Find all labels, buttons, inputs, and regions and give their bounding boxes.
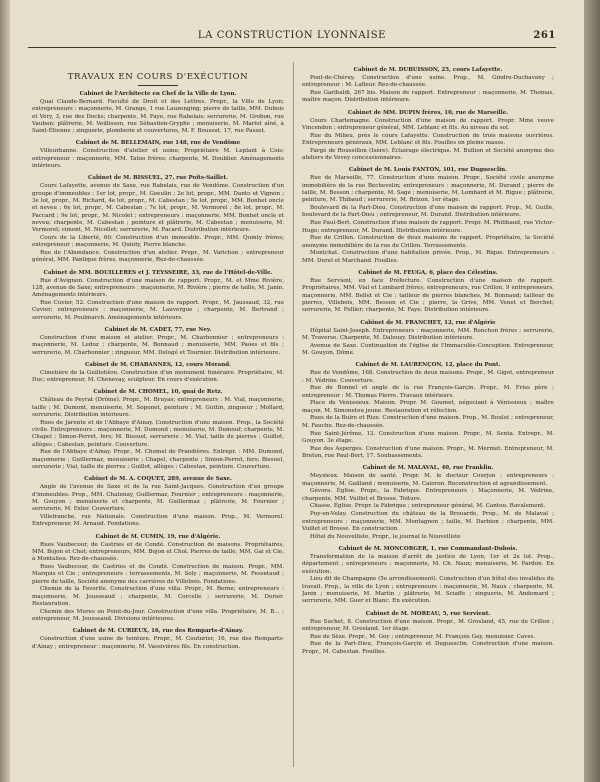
cabinet-entry (302, 464, 554, 541)
project-paragraph: Rue du Milieu, près le cours Lafayette. Construction de trois maisons ouvrières. Entrepreneurs généraux, MM. Leblanc et fils. Fouilles en pleine masse. (302, 132, 554, 147)
project-paragraph: Rue de Bonnel et angle de la rue François-Garçin. Propr., M. Friss père ; entrepreneur : M. Thomas Pierre. Travaux intérieurs. (302, 385, 554, 399)
header-rule (28, 47, 556, 48)
project-paragraph: Rue Servient, en face Préfecture. Construction d'une maison de rapport. Propriétaires, MM. Vial et Lombard frères, entrepreneurs, rue Crillon. 9 entrepreneurs, maçonnerie, MM. Bellet et Cie ; tailleur de pierres blanches, M. Bonnaud; tailleur de pierres, Villebois, MM. Besson et Cie ; pierre, la Grive, MM. Venet et Berchet; serrurerie, M. Follier; charpente, M. Faye. Distribution intérieure. (302, 278, 554, 314)
project-paragraph: Rue Garibaldi, 267 bis. Maison de rapport. Entrepreneur : maçonnerie, M. Thomas, maître maçon. Distribution intérieure. (302, 90, 554, 104)
cabinet-entry (32, 627, 284, 651)
cabinet-entry (302, 166, 554, 265)
project-paragraph: Villeurbanne. Construction d'atelier et usine; Propriétaire M. Leplant à Cois; entrepreneur : maçonnerie, MM. Tatoo frères; charpente, M. Doublier. Aménagements intérieurs. (32, 148, 284, 170)
cabinet-heading: Cabinet de M. CADET, 77, rue Ney. (104, 326, 212, 333)
project-paragraph: Rue de Sèze. Propr., M. Goy ; entrepreneur, M. François Gay, menuisier. Caves. (310, 633, 536, 640)
cabinet-entry (32, 388, 284, 471)
cabinet-heading: Cabinet de M. CUMIN, 19, rue d'Algérie. (95, 533, 221, 540)
cabinet-heading: Cabinet de MM. BOUILLERES et J. TEYSSEIRE, 33, rue de l'Hôtel-de-Ville. (43, 269, 273, 276)
project-paragraph: Chemin des Mures ou Point-du-Jour. Construction d'une villa. Propriétaire, M. B... ; entrepreneur, M. Jousseaud. Divisions intérieures. (32, 608, 284, 623)
cabinet-entry (302, 109, 554, 163)
project-paragraph: Rue de Marseille, 77. Construction d'une maison. Propr., Société civile anonyme immobilière de la rue Bechevelin; entrepreneurs : maçonnerie, M. Durand ; pierre de taille, M. Besson ; charpente, M. Sage ; menuiserie, M. Lombard et M. Rigue ; plâtrerie, peinture, M. Thibaud ; serrurerie, M. Brizon. 1er étage. (302, 175, 554, 204)
cabinet-entry (302, 545, 554, 606)
cabinet-heading: Cabinet de M. BISSUEL, 27, rue Poits-Saillet. (88, 175, 228, 182)
cabinet-heading: Cabinet de M. MONCORGER, 1, rue Commandant-Dubois. (338, 545, 518, 552)
project-paragraph: Rues Vaubecour, de Castries et de Condé. Construction de maisons. Propriétaires, MM. Bojon et Chol; entrepreneurs, MM. Bojon et Chol. Pierres de taille, MM. Gai et Cie, à Montalieu. Rez-de-chaussée. (32, 541, 284, 563)
cabinet-entry (32, 326, 284, 357)
project-paragraph: Cours Charlemagne. Construction d'une maison de rapport. Propr. Mme veuve Vincendon ; entrepreneur général, MM. Leblanc et fils. Au niveau du sol. (302, 117, 554, 131)
project-paragraph: Hôpital Saint-Joseph. Entrepreneurs : maçonnerie, MM. Ronchon frères ; serrurerie, M. Traverse. Charpente, M. Dalouzy. Distribution intérieure. (302, 327, 554, 341)
project-paragraph: Rue Suchet, 8. Construction d'une maison. Propr., M. Grosland, 45, rue de Crillon ; entrepreneur, M. Grosland. 1er étage. (302, 618, 554, 632)
project-paragraph: Hôtel du Nouvelliste, Propr., le journal le Nouvelliste (310, 533, 461, 540)
project-paragraph: Rue Saint-Jérôme, 12. Construction d'une maison. Propr., M. Senta. Entrepr., M. Gouyon. 3e étage. (302, 430, 554, 444)
cabinet-heading: Cabinet de MM. DUPIN frères, 10, rue de Marseille. (347, 109, 509, 116)
project-paragraph: Fargé de Roussillon (Isère). Éclairage électrique. M. Bullion et Société anonyme des ateliers de Vevey concessionnaires. (302, 147, 554, 162)
project-paragraph: Puy-en-Velay. Construction du château de la Brouarde, Prop., M. de Malaval ; entrepreneurs : maçonnerie, MM. Montagnon ; taille, M. Darbion ; charpente, MM. Vuillet et Brosse. En construction. (302, 511, 554, 532)
journal-title: LA CONSTRUCTION LYONNAISE (197, 30, 387, 41)
project-paragraph: Rue de l'Abondance. Construction d'un atelier. Propr., M. Varichon ; entrepreneur général, MM. Panlique frères, maçonnerie, Rez-de-chaussée. (32, 250, 284, 264)
project-paragraph: Construction d'une usine de teinture. Propr., M. Couturier, 16, rue des Remparts-d'Ainay ; entrepreneur : maçonnerie, M. Vassivières fils. En construction. (32, 636, 284, 650)
project-paragraph: Montchat. Construction d'une habitation privée. Prop., M. Rique. Entrepreneurs : MM. Durel et Marchand. Fouilles. (302, 250, 554, 264)
project-paragraph: Rue de Crillon. Construction de deux maisons de rapport. Propriétaire, la Société anonyme immobilière de la rue de Crillon. Terrassements. (302, 235, 554, 249)
project-paragraph: Chasse. Église. Propr. la Fabrique ; entrepreneur général, M. Cantou. Ravalement. (310, 503, 546, 510)
right-column (302, 62, 554, 767)
cabinet-heading: Cabinet de M. LAURENÇON, 12, place du Pont. (355, 362, 501, 369)
cabinet-entry (302, 319, 554, 358)
cabinet-heading: Cabinet de M. MALAVAL, 40, rue Franklin. (362, 465, 494, 472)
project-paragraph: Boulevard de la Part-Dieu. Construction d'une maison de rapport. Prop., M. Guille, boulevard de la Part-Dieu ; entrepreneur, M. Durand. Distribution intérieure. (302, 205, 554, 219)
project-paragraph: Château de Peyrat (Drôme). Propr., M. Bruyas; entrepreneurs : M. Vial, maçonnerie, taille ; M. Dumont, menuiserie, M. Soponet, peinture ; M. Guttin, zingueur ; Mollard, serrurerie. Distribution intérieure. (32, 397, 284, 418)
cabinet-entry (302, 269, 554, 314)
cabinet-heading: Cabinet de l'Architecte en Chef de la Ville de Lyon. (79, 91, 237, 97)
cabinet-heading: Cabinet de M. FEUGA, 6, place des Célestins. (358, 270, 498, 277)
cabinet-heading: Cabinet de M. Louis FANTON, 101, rue Duguesclin. (348, 167, 508, 174)
project-paragraph: Avenue de Saxe. Continuation de l'église de l'Immaculée-Conception. Entrepreneur, M. Gouyon, Dôme. (302, 342, 554, 356)
right-entries (302, 66, 554, 656)
cabinet-entry (32, 361, 284, 385)
page-number: 261 (533, 30, 556, 41)
cabinet-heading: Cabinet de M. A. COQUET, 289, avenue de Saxe. (84, 476, 232, 483)
cabinet-heading: Cabinet de M. CHOMEL, 10, quai de Retz. (93, 389, 223, 396)
cabinet-heading: Cabinet de M. CURIEUX, 16, rue des Remparts-d'Ainay. (72, 628, 244, 635)
project-paragraph: Rue Paul-Bert. Construction d'une maison de rapport. Propr. M. Philibaud, rue Victor-Hugo; entrepreneur, M. Durand. Distribution intérieure. (302, 220, 554, 234)
project-paragraph: Rue de Vendôme, 168. Construction de deux maisons. Propr., M. Gigot, entrepreneur : M. Védrine. Couverture. (302, 370, 554, 384)
project-paragraph: Angle de l'avenue de Saxe et de la rue Saint-Jacques. Construction d'un groupe d'immeubles. Prop., MM. Chatenay, Guillermaz, Fournier ; entrepreneurs : maçonnerie, M. Gouyon ; menuiserie et charpente, M. Guillermaz ; plâtrerie, M. Fournier ; serrurerie, M. Exler. Couverture. (32, 484, 284, 513)
cabinet-heading: Cabinet de M. CHABANNES, 12, cours Morand. (84, 361, 231, 368)
project-paragraph: Cours de la Liberté, 60. Construction d'un immeuble. Propr., MM. Quinty frères; entrepreneur : maçonnerie, M. Quinty, Pierre blanche. (32, 234, 284, 249)
cabinet-entry (302, 361, 554, 460)
project-paragraph: Construction d'une maison et atelier. Propr., M. Charbonnier ; entrepreneurs : maçonnerie, M. Ledoz ; charpente, M. Bonnaud ; menuiserie, MM. Paoes et fils ; serrurerie, M. Charbonnier ; zingueur, MM. Delogé et Tournier. Distribution intérieure. (32, 334, 284, 356)
cabinet-heading: Cabinet de M. BELLEMAIN, rue 148, rue de Vendôme (75, 140, 241, 147)
project-paragraph: Rues de Jarente et de l'Abbaye d'Ainay. Construction d'une maison. Prop., la Société civile. Entrepreneurs : maçonnerie, M. Dumond ; menuiserie, M. Dumouf; charpente, M. Chapel ; Simon-Perret, fers; M. Bissuel, serrurerie ; M. Vial, taille de pierres ; Guillot, allèges ; Cabestan, peinture. Couverture. (32, 419, 284, 448)
cabinet-entry (32, 139, 284, 170)
project-paragraph: Chemin de la Favorite. Construction d'une villa. Propr., M. Berne; entrepreneurs : maçonnerie, M. Jousseaud ; charpente, M. Corcelle ; serrurerie, M. Dorier. Restauration. (32, 586, 284, 608)
project-paragraph: Quai Claude-Bernard. Faculté de Droit et des Lettres. Propr., la Ville de Lyon; entrepreneurs : maçonnerie, M. Grange, 1 rue Lauzenging; pierre de taille, MM. Dubois et Véry, 3, rue des Docks; charpente, M. Faye, rue Rabelais; serrurerie, M. Grobon, rue Vauban; plâtrerie, M. Veillisson, rue Sébastien-Gryphe ; menuiserie, M. Mariot aîné, à Saint-Étienne ; zinguerie, plomberie et couvertures, M. F. Boussut, 17, rue Passet. (32, 99, 284, 135)
project-paragraph: Rues Vaubecour, de Castries et de Condé. Construction de maison. Propr., MM. Marquis et Cie ; entrepreneurs : terrassements, M. Soly ; maçonnerie, M. Fessetaud ; pierre de taille, Société anonyme des carrières de Villebois. Fondations. (32, 564, 284, 585)
cabinet-heading: Cabinet de M. DUBUISSON, 25, cours Lafayette. (353, 67, 503, 73)
cabinet-heading: Cabinet de M. FRANCHET, 12, rue d'Algérie (360, 319, 496, 326)
left-entries (32, 90, 284, 651)
project-paragraph: Cours Lafayette, avenue de Saxe, rue Rabelais, rue de Vendôme. Construction d'un groupe d'immeubles : 1er lot, propr., M. Goeulin ; 2e lot, propr., MM. Danto et Vignon ; 3e lot, propr., M. Richard, 4e lot, propr., M. Cabestan ; 5e lot, propr., MM. Bonhet oncle et neveu ; 6e lot, propr., M. Cabestan ; 7e lot, propr., M. Vermorel ; 8e lot, propr., M. Paccard ; 9e lot, propr., M. Nicolet ; entrepreneurs : maçonnerie, MM. Bonhet oncle et neveu; charpente, M. Cabestan ; peinture et plâtrerie, M. Cabestan ; menuiserie, M. Vermorel; ciment, M. Nicollet; serrurerie, M. Pacard. Distribution intérieure. (32, 183, 284, 234)
project-paragraph: Rue d'Avignon. Construction d'une maison de rapport. Propr., M. et Mme Rivière, 128, avenue de Saxe; entrepreneurs : maçonnerie, M. Rivière ; pierre de taille, M. Janin. Aménagements intérieurs. (32, 277, 284, 299)
cabinet-entry (32, 533, 284, 624)
cabinet-entry (302, 610, 554, 656)
column-divider (293, 62, 294, 767)
cabinet-entry (32, 174, 284, 264)
project-paragraph: Rue de l'Abbaye d'Ainay. Propr., M. Chomel de Prandières. Entrepr. : MM. Dumond, maçonnerie ; Guillermaz, menuiserie ; Chapel, charpente ; Simon-Perret, fers; Bissuel, serrurerie ; Vial, taille de pierres ; Guillot, allèges ; Cabestan, peinture. Couverture. (32, 449, 284, 471)
project-paragraph: Pont-de-Chéruy. Construction d'une usine. Prop., M. Gindre-Duchavany ; entrepreneur : M. Lafleur. Rez-de-chaussée. (302, 75, 554, 89)
project-paragraph: Villefranche, rue Nationale. Construction d'une maison. Prop., M. Vermorel. Entrepreneur, M. Arnaud. Fondations. (32, 514, 284, 528)
cabinet-entry (302, 66, 554, 105)
project-paragraph: Rue de la Part-Dieu, François-Garçin et Duguesclin. Construction d'une maison. Propr., M. Cabestan. Fouilles. (302, 641, 554, 655)
project-paragraph: Gévora. Église. Propr., la Fabrique. Entrepreneurs : Maçonnerie, M. Védrine, charpente, MM. Vuillet et Brosse. Toiture. (302, 488, 554, 502)
running-header (28, 30, 556, 46)
cabinet-entry (32, 269, 284, 322)
project-paragraph: Place de Venissieux. Maison. Propr. M. Goumet, négociant à Vénissieux ; maître maçon, M. Simonetou jeune. Restauration et réfection. (302, 400, 554, 414)
project-paragraph: Transformation de la maison d'arrêt de justice de Lyon, 1er et 2e lot. Prop., département ; entrepreneurs : maçonnerie, M. Ch. Naux; menuiserie, M. Pardon. En exécution. (302, 553, 554, 575)
binding-gutter (0, 0, 10, 782)
project-paragraph: Rue Cuvier, 52. Construction d'une maison de rapport. Propr., M. Jaussaud, 32, rue Cuvier; entrepreneurs : maçonnerie, M. Lauvergue ; charpente, M. Bertrand ; serrurerie, M. Poulmarch. Aménagements intérieurs. (32, 300, 284, 321)
cabinet-entry (32, 90, 284, 135)
project-paragraph: Rue des Asperges. Construction d'une maison. Propr., M. Mermet. Entrepreneur, M. Breton, rue Paul-Bert, 17. Soubassements. (302, 445, 554, 459)
project-paragraph: Cimetière de la Guillotière. Construction d'un monument funéraire. Propriétaire, M. Duc; entrepreneur, M. Chenevay, sculpteur. En cours d'exécution. (32, 369, 284, 384)
section-title: TRAVAUX EN COURS D'EXÉCUTION (67, 72, 249, 82)
left-column (32, 62, 284, 767)
project-paragraph: Lieu dit de Champagne (5e arrondissement). Construction d'un hôtel des invalides du travail. Prop., la ville de Lyon ; entrepreneurs : maçonnerie, M. Naux ; charpente, M. Janin ; menuiserie, M. Martin ; plâtrerie, M. Sciaffe ; zinguerie, M. Andemard ; serrurerie, MM. Guer et Blanc. En exécution. (302, 576, 554, 605)
project-paragraph: Meyzieux. Maison de santé. Propr. M. le docteur Courjon ; entrepreneurs : maçonnerie, M. Gailland ; menuiserie, M. Caioron. Reconstruction et agrandissement. (302, 473, 554, 487)
project-paragraph: Rues de la Buire et Rize. Construction d'une maison. Prop., M. Boulot ; entrepreneur, M. Fauche. Rez-de-chaussée. (302, 415, 554, 429)
cabinet-entry (32, 475, 284, 528)
cabinet-heading: Cabinet de M. MOREAU, 5, rue Servient. (365, 610, 491, 617)
section-title-rule (138, 85, 178, 86)
page-edge (584, 0, 600, 782)
